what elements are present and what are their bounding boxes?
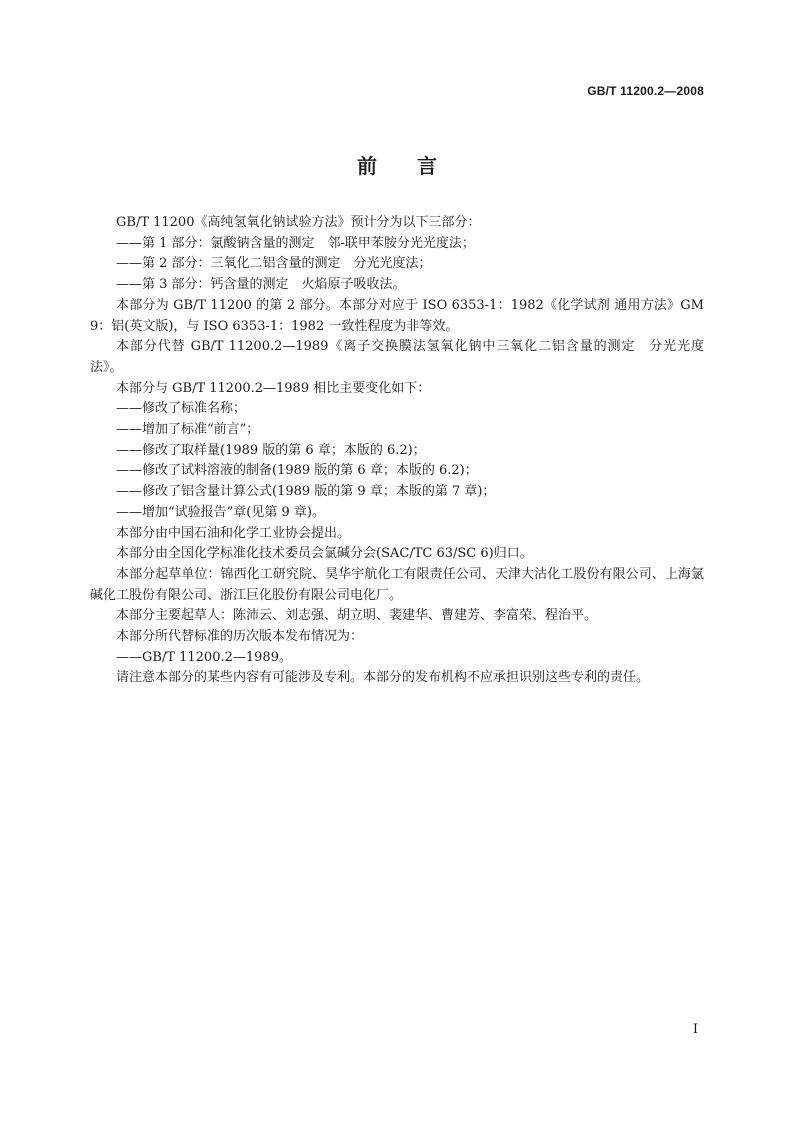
list-item-text: 修改了试料溶液的制备(1989 版的第 6 章；本版的 6.2)； — [142, 463, 478, 479]
list-item-text: 增加“试验报告”章(见第 9 章)。 — [142, 504, 325, 520]
paragraph-proposed-by: 本部分由中国石油和化学工业协会提出。 — [116, 525, 351, 541]
paragraph-drafters: 本部分主要起草人：陈沛云、刘志强、胡立明、裴建华、曹建芳、李富荣、程治平。 — [116, 608, 598, 624]
list-dash: —— — [116, 235, 142, 251]
paragraph-replaces: 本部分代替 GB/T 11200.2—1989《离子交换膜法氢氧化钠中三氧化二铝含量的测定 分光光度法》。 — [90, 339, 704, 375]
page-title: 前 言 — [357, 154, 437, 178]
list-item-text: 第 1 部分：氯酸钠含量的测定 邻-联甲苯胺分光光度法； — [142, 235, 475, 251]
list-item — [90, 234, 704, 255]
list-item — [90, 648, 704, 669]
list-item — [90, 482, 704, 503]
list-item-text: 增加了标准“前言”； — [142, 422, 260, 438]
list-item-text: 第 2 部分：三氧化二铝含量的测定 分光光度法； — [142, 256, 432, 272]
paragraph-drafting-units: 本部分起草单位：锦西化工研究院、昊华宇航化工有限责任公司、天津大沽化工股份有限公司、上海氯碱化工股份有限公司、浙江巨化股份有限公司电化厂。 — [90, 566, 704, 603]
page-number: I — [692, 1022, 698, 1037]
list-item — [90, 399, 704, 420]
list-item-text: GB/T 11200.2—1989。 — [142, 649, 292, 665]
list-dash: —— — [116, 256, 142, 272]
list-dash: —— — [116, 422, 142, 438]
list-item-text: 修改了铝含量计算公式(1989 版的第 9 章；本版的第 7 章)； — [142, 484, 496, 500]
standard-number: GB/T 11200.2—2008 — [587, 84, 704, 98]
list-dash: —— — [116, 463, 142, 479]
foreword-body — [90, 213, 704, 689]
list-dash: —— — [116, 277, 142, 293]
list-item — [90, 275, 704, 296]
list-dash: —— — [116, 649, 142, 665]
paragraph-patent-notice: 请注意本部分的某些内容有可能涉及专利。本部分的发布机构不应承担识别这些专利的责任。 — [116, 670, 650, 686]
list-dash: —— — [116, 504, 142, 520]
list-dash: —— — [116, 484, 142, 500]
paragraph-history-intro: 本部分所代替标准的历次版本发布情况为： — [116, 629, 364, 645]
list-item — [90, 441, 704, 462]
paragraph-correspondence: 本部分为 GB/T 11200 的第 2 部分。本部分对应于 ISO 6353-1：1982《化学试剂 通用方法》GM 9：铝(英文版)，与 ISO 6353-1：1982 一致性程度为非等效。 — [90, 297, 704, 334]
list-item — [90, 461, 704, 482]
paragraph-parts-overview: GB/T 11200《高纯氢氧化钠试验方法》预计分为以下三部分： — [116, 215, 481, 230]
list-item — [90, 254, 704, 275]
list-dash: —— — [116, 442, 142, 458]
list-item — [90, 503, 704, 524]
list-item-text: 修改了取样量(1989 版的第 6 章；本版的 6.2)； — [142, 442, 426, 458]
paragraph-changes-intro: 本部分与 GB/T 11200.2—1989 相比主要变化如下： — [116, 380, 431, 396]
list-dash: —— — [116, 401, 142, 417]
list-item — [90, 420, 704, 441]
paragraph-managed-by: 本部分由全国化学标准化技术委员会氯碱分会(SAC/TC 63/SC 6)归口。 — [116, 546, 533, 562]
list-item-text: 第 3 部分：钙含量的测定 火焰原子吸收法。 — [142, 277, 406, 293]
list-item-text: 修改了标准名称； — [142, 401, 247, 417]
